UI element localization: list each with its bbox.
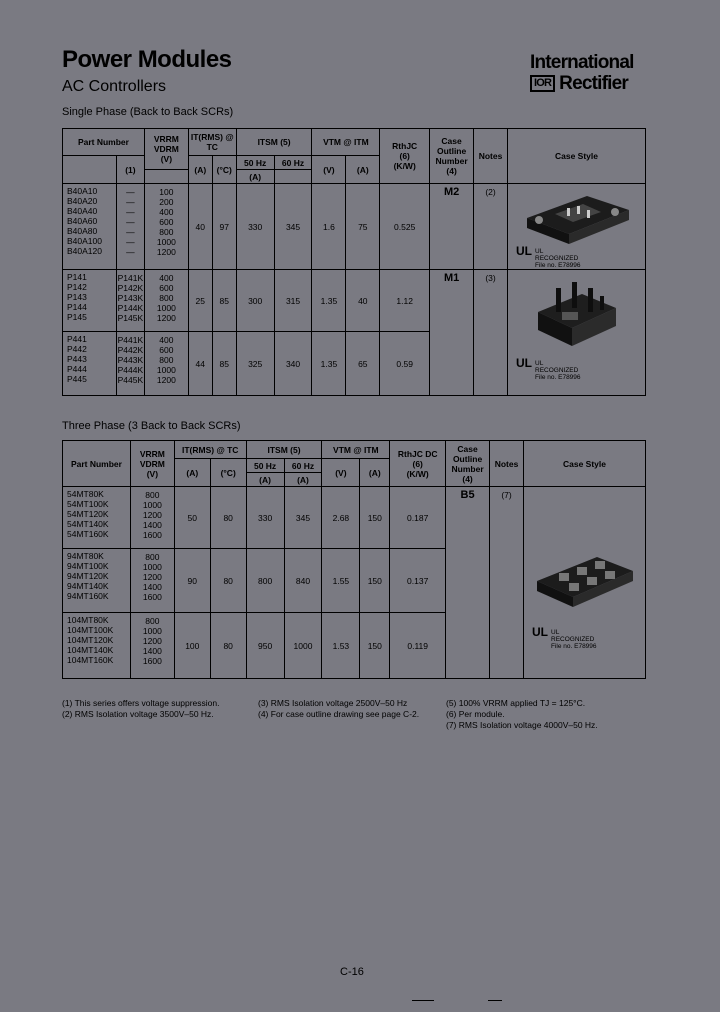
part-numbers: 104MT80K 104MT100K 104MT120K 104MT140K 104MT160K — [63, 613, 131, 679]
col-it-unit-a: (A) — [188, 156, 212, 184]
itsm50-value: 325 — [236, 332, 274, 396]
itsm50-value: 950 — [246, 613, 284, 679]
col-itsm-unit-a2: (A) — [284, 473, 322, 487]
itsm60-value: 345 — [284, 487, 322, 549]
col-alt-note: (1) — [116, 156, 144, 184]
col-it-unit-c: (°C) — [210, 459, 246, 487]
ul-text: UL RECOGNIZED File no. E78996 — [535, 360, 581, 381]
col-vrrm-label1: VRRM — [153, 134, 179, 144]
col-rth-label: RthJC — [392, 141, 418, 151]
col-vtm: VTM @ ITM — [322, 441, 390, 459]
module-m1-image — [532, 274, 622, 354]
three-phase-table — [62, 440, 646, 679]
single-phase-heading: Single Phase (Back to Back SCRs) — [62, 106, 234, 118]
divider — [488, 1000, 502, 1001]
part-numbers: 94MT80K 94MT100K 94MT120K 94MT140K 94MT160K — [63, 549, 131, 613]
part-numbers: P441 P442 P443 P444 P445 — [63, 332, 117, 396]
col-itsm-unit-a1: (A) — [236, 170, 274, 184]
col-rth: RthJC DC (6) (K/W) — [390, 441, 446, 487]
it-value: 25 — [188, 270, 212, 332]
itm-value: 150 — [360, 613, 390, 679]
footnote-7: (7) RMS Isolation voltage 4000V–50 Hz. — [446, 720, 598, 730]
footnote-4: (4) For case outline drawing see page C-2. — [258, 709, 420, 719]
vtm-value: 1.55 — [322, 549, 360, 613]
rth-value: 0.59 — [380, 332, 430, 396]
vrrm-values: 800 1000 1200 1400 1600 — [130, 549, 174, 613]
footnote-6: (6) Per module. — [446, 709, 505, 719]
col-vtm-unit-v: (V) — [322, 459, 360, 487]
ul-logo-icon: UL — [516, 356, 532, 370]
col-rth — [380, 129, 430, 184]
tc-value: 80 — [210, 549, 246, 613]
table-row — [63, 270, 646, 332]
tc-value: 85 — [212, 332, 236, 396]
three-phase-heading: Three Phase (3 Back to Back SCRs) — [62, 420, 241, 432]
footnote-2: (2) RMS Isolation voltage 3500V–50 Hz. — [62, 709, 214, 719]
tc-value: 85 — [212, 270, 236, 332]
col-itsm-50hz: 50 Hz — [236, 156, 274, 170]
itm-value: 65 — [346, 332, 380, 396]
rth-value: 0.525 — [380, 184, 430, 270]
tc-value: 97 — [212, 184, 236, 270]
footnotes-col2 — [258, 698, 419, 720]
ul-mark-1 — [516, 244, 645, 269]
footnote-5: (5) 100% VRRM applied TJ = 125°C. — [446, 698, 586, 708]
case-style-m2 — [508, 184, 646, 270]
ior-logo-icon: IOR — [530, 75, 555, 92]
col-it-unit-c: (°C) — [212, 156, 236, 184]
table-row — [63, 487, 646, 549]
vrrm-values: 100 200 400 600 800 1000 1200 — [144, 184, 188, 270]
col-case-style: Case Style — [508, 129, 646, 184]
tc-value: 80 — [210, 613, 246, 679]
col-vrrm: VRRM VDRM (V) — [130, 441, 174, 487]
rth-value: 0.119 — [390, 613, 446, 679]
single-phase-table — [62, 128, 646, 396]
vtm-value: 1.35 — [312, 270, 346, 332]
footnotes-col1 — [62, 698, 219, 720]
part-numbers: 54MT80K 54MT100K 54MT120K 54MT140K 54MT160K — [63, 487, 131, 549]
itsm50-value: 330 — [246, 487, 284, 549]
alt-parts: P141K P142K P143K P144K P145K — [116, 270, 144, 332]
col-vrrm-unit: (V) — [160, 154, 173, 164]
vrrm-values: 800 1000 1200 1400 1600 — [130, 613, 174, 679]
col-itsm: ITSM (5) — [236, 129, 312, 156]
col-vtm-unit-v: (V) — [312, 156, 346, 184]
vtm-value: 1.6 — [312, 184, 346, 270]
table-row — [63, 184, 646, 270]
it-value: 44 — [188, 332, 212, 396]
it-value: 40 — [188, 184, 212, 270]
case-outline-b5 — [446, 487, 490, 679]
itm-value: 150 — [360, 549, 390, 613]
page-subtitle: AC Controllers — [62, 78, 167, 95]
case-code: M1 — [443, 272, 460, 284]
col-itsm-50hz: 50 Hz — [246, 459, 284, 473]
col-vtm: VTM @ ITM — [312, 129, 380, 156]
ul-mark-3 — [532, 625, 645, 650]
it-value: 100 — [174, 613, 210, 679]
col-it-unit-a: (A) — [174, 459, 210, 487]
rth-value: 1.12 — [380, 270, 430, 332]
page-number: C-16 — [340, 966, 364, 978]
vrrm-values: 800 1000 1200 1400 1600 — [130, 487, 174, 549]
itsm60-value: 1000 — [284, 613, 322, 679]
vrrm-values: 400 600 800 1000 1200 — [144, 332, 188, 396]
col-it-rms: IT(RMS) @ TC — [188, 129, 236, 156]
notes-b5: (7) — [490, 487, 524, 679]
ul-text: UL RECOGNIZED File no. E78996 — [551, 629, 597, 650]
brand-name-line2: Rectifier — [559, 73, 628, 94]
case-outline-m1 — [430, 270, 474, 396]
itsm60-value: 345 — [274, 184, 312, 270]
col-case-style: Case Style — [524, 441, 646, 487]
ul-logo-icon: UL — [516, 244, 532, 258]
col-vrrm — [144, 129, 188, 170]
vtm-value: 1.53 — [322, 613, 360, 679]
it-value: 90 — [174, 549, 210, 613]
case-style-m1 — [508, 270, 646, 396]
rth-value: 0.137 — [390, 549, 446, 613]
col-it-rms: IT(RMS) @ TC — [174, 441, 246, 459]
col-case-outline: Case Outline Number (4) — [430, 129, 474, 184]
ul-logo-icon: UL — [532, 625, 548, 639]
col-vtm-unit-a: (A) — [360, 459, 390, 487]
col-case-outline: Case Outline Number (4) — [446, 441, 490, 487]
case-code: M2 — [443, 186, 460, 198]
itsm50-value: 330 — [236, 184, 274, 270]
itsm60-value: 340 — [274, 332, 312, 396]
itsm50-value: 800 — [246, 549, 284, 613]
alt-parts: P441K P442K P443K P444K P445K — [116, 332, 144, 396]
tc-value: 80 — [210, 487, 246, 549]
case-outline-m2 — [430, 184, 474, 270]
itsm60-value: 840 — [284, 549, 322, 613]
brand-name-line1: International — [530, 52, 634, 73]
module-m2-image — [517, 188, 637, 248]
col-vtm-unit-a: (A) — [346, 156, 380, 184]
col-rth-unit: (K/W) — [393, 161, 416, 171]
footnote-3: (3) RMS Isolation voltage 2500V–50 Hz — [258, 698, 408, 708]
footnotes-col3 — [446, 698, 598, 731]
footnote-1: (1) This series offers voltage suppression. — [62, 698, 220, 708]
col-vrrm-label2: VDRM — [153, 144, 179, 154]
ul-text: UL RECOGNIZED File no. E78996 — [535, 248, 581, 269]
vrrm-values: 400 600 800 1000 1200 — [144, 270, 188, 332]
itm-value: 75 — [346, 184, 380, 270]
notes-m2: (2) — [474, 184, 508, 270]
itsm60-value: 315 — [274, 270, 312, 332]
itsm50-value: 300 — [236, 270, 274, 332]
itm-value: 150 — [360, 487, 390, 549]
part-numbers: B40A10 B40A20 B40A40 B40A60 B40A80 B40A100 B40A120 — [63, 184, 117, 270]
itm-value: 40 — [346, 270, 380, 332]
case-style-b5 — [524, 487, 646, 679]
ul-mark-2 — [516, 356, 645, 381]
col-notes: Notes — [474, 129, 508, 184]
col-part-number: Part Number — [63, 441, 131, 487]
col-itsm-60hz: 60 Hz — [284, 459, 322, 473]
case-code: B5 — [460, 489, 475, 501]
col-itsm-60hz: 60 Hz — [274, 156, 312, 170]
page-title: Power Modules — [62, 46, 232, 73]
col-notes: Notes — [490, 441, 524, 487]
vtm-value: 2.68 — [322, 487, 360, 549]
module-b5-image — [533, 551, 637, 611]
brand-logo — [530, 52, 634, 94]
col-itsm: ITSM (5) — [246, 441, 322, 459]
notes-m1: (3) — [474, 270, 508, 396]
col-rth-note: (6) — [399, 151, 410, 161]
it-value: 50 — [174, 487, 210, 549]
col-itsm-unit-a1: (A) — [246, 473, 284, 487]
vtm-value: 1.35 — [312, 332, 346, 396]
part-numbers: P141 P142 P143 P144 P145 — [63, 270, 117, 332]
rth-value: 0.187 — [390, 487, 446, 549]
col-part-number: Part Number — [63, 129, 145, 156]
alt-parts: — — — — — — — — [116, 184, 144, 270]
divider — [412, 1000, 434, 1001]
